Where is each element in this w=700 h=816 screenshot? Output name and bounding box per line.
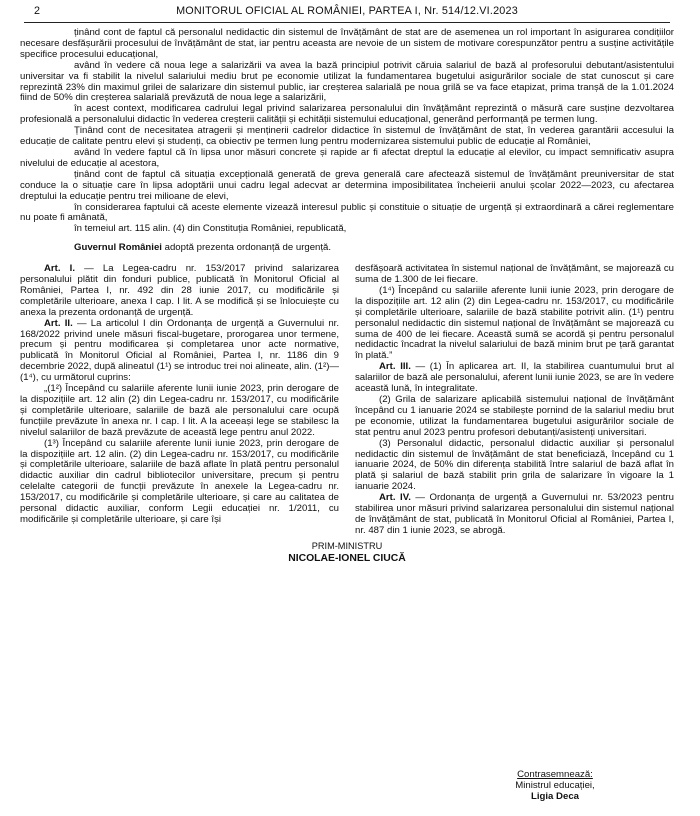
- preamble-paragraph: ținând cont de faptul că situația excepțională generată de greva generală care afectează sistemul de învățământ preuniversitar de stat conduce la o situație care în lipsa adoptării unui cadru legal adecvat ar determina imposibilitatea încheierii anului școlar 2022—2023, cu afectarea dreptului la educație pentru trei milioane de elevi,: [20, 168, 674, 202]
- preamble-paragraph: ținând cont de faptul că personalul nedidactic din sistemul de învățământ de stat are de asemenea un rol important în asigurarea condițiilor necesare desfășurării procesului de învățământ de stat, iar pentru aceasta are nevoie de un sistem de motivare corespunzător pentru a susține activitățile specifice procesului educațional,: [20, 27, 674, 60]
- articles-columns: [20, 264, 674, 537]
- signatory-name: NICOLAE-IONEL CIUCĂ: [288, 552, 406, 564]
- right-column: [355, 264, 674, 537]
- article-3-paragraph-2: (2) Grila de salarizare aplicabilă sistemului național de învățământ începând cu 1 ianuarie 2024 se stabilește pornind de la salariul mediu brut pe economie, utilizat la fundamentarea bugetului asigurărilor sociale de stat pentru anul 2023 pentru profesori debutanți/asistenți universitari.: [355, 394, 674, 438]
- preamble-paragraph: având în vedere că noua lege a salarizării va avea la bază principiul potrivit căruia salariul de bază al profesorului debutant/asistentului universitar va fi stabilit la nivelul salariului mediu brut pe economie utilizat la fundamentarea bugetului asigurărilor sociale de stat cunoscut și care reprezintă 23% din maximul grilei de salarizare din sistemul public, iar creșterea salarială pe noua grilă se va face etapizat, prima tranșă de la 1.01.2024 fiind de 50% din creșterea salarială prevăzută de noua lege a salarizării,: [20, 59, 674, 104]
- paragraph-1-4: (1⁴) Începând cu salariile aferente lunii iunie 2023, prin derogare de la dispozițiile art. 12 alin (2) din Legea-cadru nr. 153/2017, cu modificările și completările ulterioare, salariile de bază stabilite potrivit alin. (1¹) pentru personalul nedidactic din sistemul național de învățământ se majorează cu suma de 400 de lei fiecare. Această sumă se acordă și pentru personalul nedidactic încadrat la nivelul salariului de bază minim brut pe țară garantat în plată.”: [355, 284, 674, 362]
- article-heading: Art. I.: [44, 263, 75, 275]
- preamble-paragraph: în acest context, modificarea cadrului legal privind salarizarea personalului din învățământ reprezintă o măsură care susține dezvoltarea profesională a personalului didactic în vederea creșterii calității și echității sistemului educațional, generând performanță pe termen lung.: [20, 103, 674, 126]
- preamble-paragraph: în temeiul art. 115 alin. (4) din Constituția României, republicată,: [74, 223, 347, 235]
- preamble: [20, 28, 674, 235]
- page-number: 2: [34, 5, 41, 17]
- article-heading: Art. IV.: [379, 492, 411, 504]
- article-1: Art. I. — La Legea-cadru nr. 153/2017 privind salarizarea personalului plătit din fonduri publice, publicată în Monitorul Oficial al României, Partea I, nr. 492 din 28 iunie 2017, cu modificările și completările ulterioare, anexa I cap. I lit. A se modifică și se înlocuiește cu anexa la prezenta ordonanță de urgență.: [20, 263, 339, 318]
- signatory-role: PRIM-MINISTRU: [311, 540, 383, 551]
- government-name: Guvernul României: [74, 242, 162, 254]
- article-heading: Art. III.: [379, 361, 411, 373]
- preamble-paragraph: având în vedere faptul că în lipsa unor măsuri concrete și rapide ar fi afectat dreptul la educație al elevilor, cu impact semnificativ asupra nivelului de educație al acestora,: [20, 146, 674, 169]
- countersign-name: Ligia Deca: [531, 790, 579, 802]
- article-2: Art. II. — La articolul I din Ordonanța de urgență a Guvernului nr. 168/2022 privind unele măsuri fiscal-bugetare, prorogarea unor termene, precum și pentru modificarea și completarea unor acte normative, publicată în Monitorul Oficial al României, Partea I, nr. 1186 din 9 decembrie 2022, după alineatul (1¹) se introduc trei noi alineate, alin. (1²)—(1⁴), cu următorul cuprins:: [20, 317, 339, 384]
- left-column: [20, 264, 339, 537]
- signature-block: [20, 541, 674, 565]
- paragraph-1-3: (1³) Începând cu salariile aferente lunii iunie 2023, prin derogare de la dispozițiile art. 12 alin. (2) din Legea-cadru nr. 153/2017, cu modificările și completările ulterioare, salariile de bază aflate în plată pentru personalul didactic auxiliar din cadrul bibliotecilor universitare, precum și pentru celelalte categorii de funcții prevăzute în anexele la Legea-cadru nr. 153/2017, cu modificările și completările ulterioare, și care au calitatea de personal didactic auxiliar, conform Legii educației nr. 1/2011, cu modificările și completările ulterioare, și care își: [20, 437, 339, 525]
- publication-title: MONITORUL OFICIAL AL ROMÂNIEI, PARTEA I, Nr. 514/12.VI.2023: [176, 5, 518, 17]
- paragraph-1-2: „(1²) Începând cu salariile aferente lunii iunie 2023, prin derogare de la dispozițiile art. 12 alin (2) din Legea-cadru nr. 153/2017, cu modificările și completările ulterioare, salariile de bază ale personalului care ocupă funcțiile prevăzute în anexa nr. I cap. I lit. A la aceeași lege se stabilesc la nivelul salariilor de bază prevăzute de această lege pentru anul 2022.: [20, 383, 339, 438]
- page-header: [24, 0, 670, 23]
- countersignature-block: [455, 770, 655, 803]
- article-3-paragraph-3: (3) Personalul didactic, personalul didactic auxiliar și personalul nedidactic din sistemul de învățământ de stat beneficiază, începând cu 1 ianuarie 2024, de 50% din diferența stabilită între salariul de bază aflat în plată și salariul de bază stabilit prin grila de salarizare în vigoare la 1 ianuarie 2024.: [355, 437, 674, 493]
- article-heading: Art. II.: [44, 317, 73, 329]
- countersign-label: Contrasemnează:: [517, 769, 593, 780]
- article-4: Art. IV. — Ordonanța de urgență a Guvernului nr. 53/2023 pentru stabilirea unor măsuri privind salarizarea personalului din sistemul național de învățământ de stat, publicată în Monitorul Oficial al României, Partea I, nr. 487 din 1 iunie 2023, se abrogă.: [355, 492, 674, 536]
- countersign-minister: Ministrul educației,: [515, 779, 595, 791]
- paragraph-continuation: desfășoară activitatea în sistemul național de învățământ, se majorează cu suma de 1.300 de lei fiecare.: [355, 263, 674, 286]
- adoption-text: adoptă prezenta ordonanță de urgență.: [161, 242, 332, 254]
- article-3: Art. III. — (1) În aplicarea art. II, la stabilirea cuantumului brut al salariilor de bază ale personalului, aferent lunii iunie 2023, se are în vedere această lună, în integralitate.: [355, 361, 674, 395]
- government-adoption: [20, 243, 674, 254]
- preamble-paragraph: Ținând cont de necesitatea atragerii și menținerii cadrelor didactice în sistemul de învățământ de stat, în vederea garantării accesului la educație de calitate pentru elevi și studenți, ca obiectiv pe termen lung pentru modernizarea sistemului public de educație al României,: [20, 125, 674, 148]
- preamble-paragraph: în considerarea faptului că aceste elemente vizează interesul public și constituie o situație de urgență și extraordinară a cărei reglementare nu poate fi amânată,: [20, 201, 674, 224]
